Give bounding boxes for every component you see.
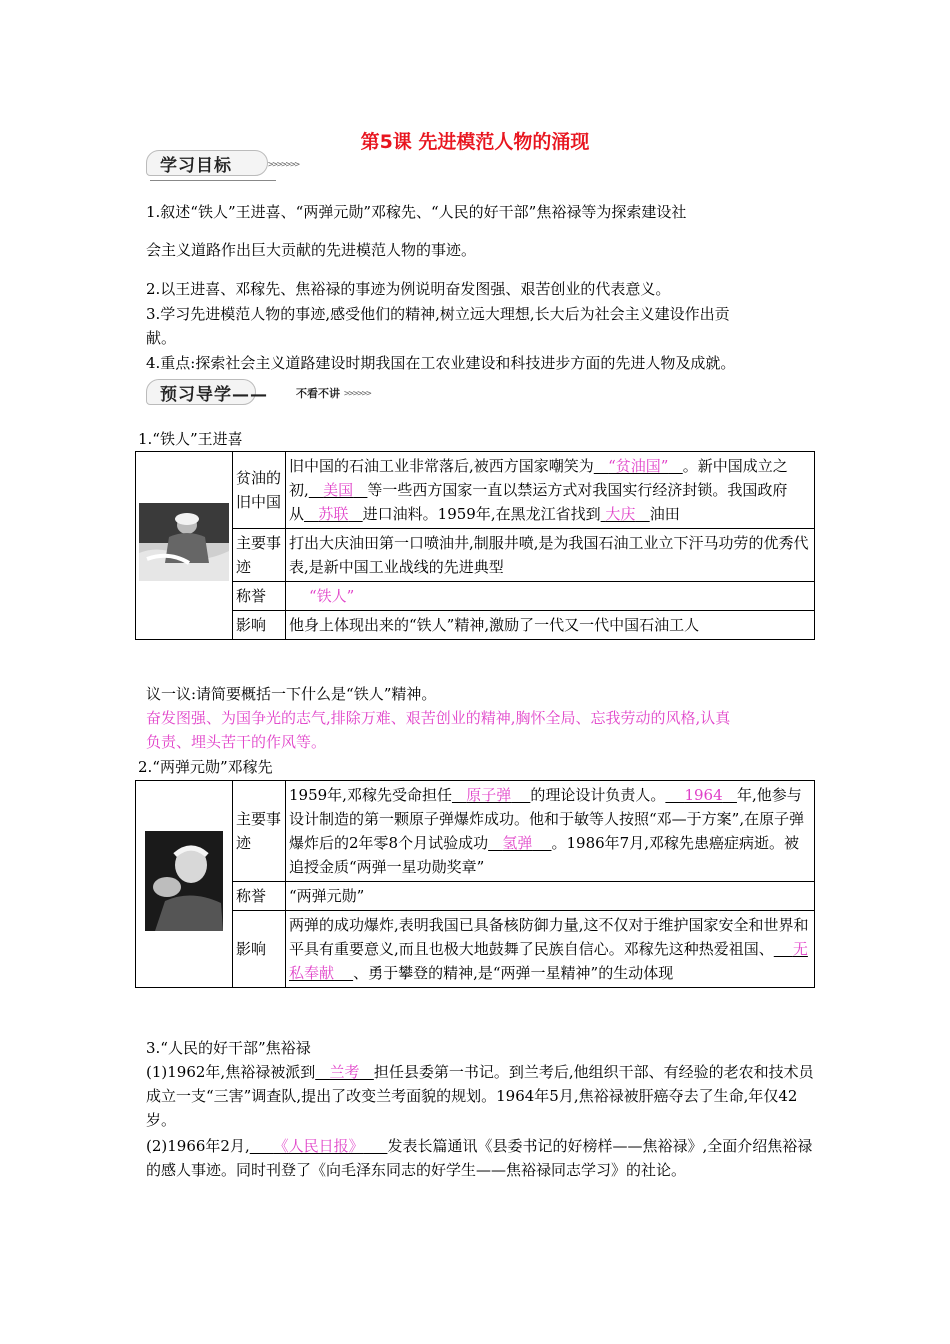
row-honor-content: “两弹元勋”	[286, 882, 815, 911]
section-1-heading: 1.“铁人”王进喜	[138, 430, 243, 448]
row-influence-content: 他身上体现出来的“铁人”精神,激励了一代又一代中国石油工人	[286, 611, 815, 640]
answer: 氢弹	[502, 834, 533, 852]
answer-blank	[315, 1063, 374, 1081]
section-3-heading: 3.“人民的好干部”焦裕禄	[146, 1039, 311, 1057]
answer-blank	[452, 786, 530, 804]
goal-2: 2.以王进喜、邓稼先、焦裕禄的事迹为例说明奋发图强、艰苦创业的代表意义。	[146, 280, 671, 298]
text: 的理论设计负责人。	[530, 786, 666, 804]
answer-blank	[488, 834, 551, 852]
text: (2)1966年2月,	[146, 1137, 250, 1155]
text: 。1986年7月,邓稼先患癌症病逝。被追授金质“两弹一星功勋奖章”	[289, 834, 799, 876]
row-label-honor: 称誉	[233, 582, 286, 611]
study-goals-badge	[146, 148, 299, 176]
row-label-deeds: 主要事迹	[233, 529, 286, 582]
answer: 《人民日报》	[273, 1137, 364, 1155]
preview-badge	[146, 377, 376, 405]
answer-blank	[304, 505, 363, 523]
answer: 原子弹	[466, 786, 512, 804]
arrow-decoration-icon: >>>>>>	[344, 389, 371, 399]
answer: 大庆	[605, 505, 636, 523]
answer-blank	[601, 505, 650, 523]
row-deeds-content: 打出大庆油田第一口喷油井,制服井喷,是为我国石油工业立下汗马功劳的优秀代表,是新中国工业战线的先进典型	[286, 529, 815, 582]
answer: 无私奉献	[289, 940, 808, 982]
answer: 兰考	[329, 1063, 360, 1081]
row-label-poor-oil: 贫油的旧中国	[233, 452, 286, 529]
text: 、勇于攀登的精神,是“两弹一星精神”的生动体现	[353, 964, 674, 982]
badge-label: 预习导学——	[160, 385, 268, 405]
photo-cell	[136, 781, 233, 988]
wang-jinxi-photo	[139, 503, 229, 581]
row-honor-content	[286, 582, 815, 611]
goal-3b: 献。	[146, 329, 177, 347]
row-label-honor: 称誉	[233, 882, 286, 911]
text: 等一些西方国家一直以禁运方式对我国实行经济封锁。我国政府从	[289, 481, 788, 523]
badge-sub: 不看不讲	[296, 387, 340, 400]
text: 发表长篇通讯《县委书记的好榜样——焦裕禄》,全面介绍焦裕禄的感人事迹。同时刊登了《向毛泽东同志的好学生——焦裕禄同志学习》的社论。	[146, 1137, 813, 1179]
answer-blank	[665, 786, 737, 804]
text: 年,他参与设计制造的第一颗原子弹爆炸成功。他和于敏等人按照“邓—于方案”,在原子弹爆炸后的2年零8个月试验成功	[289, 786, 805, 852]
wang-jinxi-table	[135, 451, 815, 640]
row-influence-content	[286, 911, 815, 988]
section-3-para-1	[146, 1060, 816, 1132]
discuss-question: 议一议:请简要概括一下什么是“铁人”精神。	[146, 685, 437, 703]
badge-label: 学习目标	[160, 156, 232, 176]
photo-cell	[136, 452, 233, 640]
deng-jiaxian-photo	[145, 831, 223, 931]
answer-blank	[250, 1137, 388, 1155]
text: 1959年,邓稼先受命担任	[289, 786, 452, 804]
arrow-decoration-icon: >>>>>>>	[268, 160, 299, 170]
badge-underline	[150, 180, 276, 181]
row-poor-oil-content	[286, 452, 815, 529]
row-deeds-content	[286, 781, 815, 882]
text: (1)1962年,焦裕禄被派到	[146, 1063, 316, 1081]
row-label-influence: 影响	[233, 911, 286, 988]
text: 进口油料。1959年,在黑龙江省找到	[362, 505, 601, 523]
text: 旧中国的石油工业非常落后,被西方国家嘲笑为	[289, 457, 594, 475]
answer: “贫油国”	[608, 457, 669, 475]
section-3-para-2	[146, 1134, 816, 1182]
goal-4: 4.重点:探索社会主义道路建设时期我国在工农业建设和科技进步方面的先进人物及成就。	[146, 354, 736, 372]
text: 。新中国成立之初,	[289, 457, 788, 499]
row-label-deeds: 主要事迹	[233, 781, 286, 882]
goal-3a: 3.学习先进模范人物的事迹,感受他们的精神,树立远大理想,长大后为社会主义建设作出贡	[146, 305, 730, 323]
answer-blank	[594, 457, 683, 475]
answer: 苏联	[318, 505, 349, 523]
discuss-answer-2: 负责、埋头苦干的作风等。	[146, 733, 327, 751]
section-2-heading: 2.“两弹元勋”邓稼先	[138, 758, 273, 776]
answer: 1964	[684, 786, 723, 804]
answer-blank	[309, 481, 368, 499]
text: 两弹的成功爆炸,表明我国已具备核防御力量,这不仅对于维护国家安全和世界和平具有重要意义,而且也极大地鼓舞了民族自信心。邓稼先这种热爱祖国、	[289, 916, 809, 958]
goal-1a: 1.叙述“铁人”王进喜、“两弹元勋”邓稼先、“人民的好干部”焦裕禄等为探索建设社	[146, 203, 687, 221]
text: 担任县委第一书记。到兰考后,他组织干部、有经验的老农和技术员成立一支“三害”调查队,提出了改变兰考面貌的规划。1964年5月,焦裕禄被肝癌夺去了生命,年仅42岁。	[146, 1063, 814, 1129]
deng-jiaxian-table	[135, 780, 815, 988]
row-label-influence: 影响	[233, 611, 286, 640]
text: 油田	[649, 505, 680, 523]
answer: 美国	[323, 481, 354, 499]
discuss-answer-1: 奋发图强、为国争光的志气,排除万难、艰苦创业的精神,胸怀全局、忘我劳动的风格,认真	[146, 709, 731, 727]
page-title: 第5课 先进模范人物的涌现	[360, 131, 590, 153]
answer: “铁人”	[309, 587, 355, 605]
goal-1b: 会主义道路作出巨大贡献的先进模范人物的事迹。	[146, 241, 477, 259]
